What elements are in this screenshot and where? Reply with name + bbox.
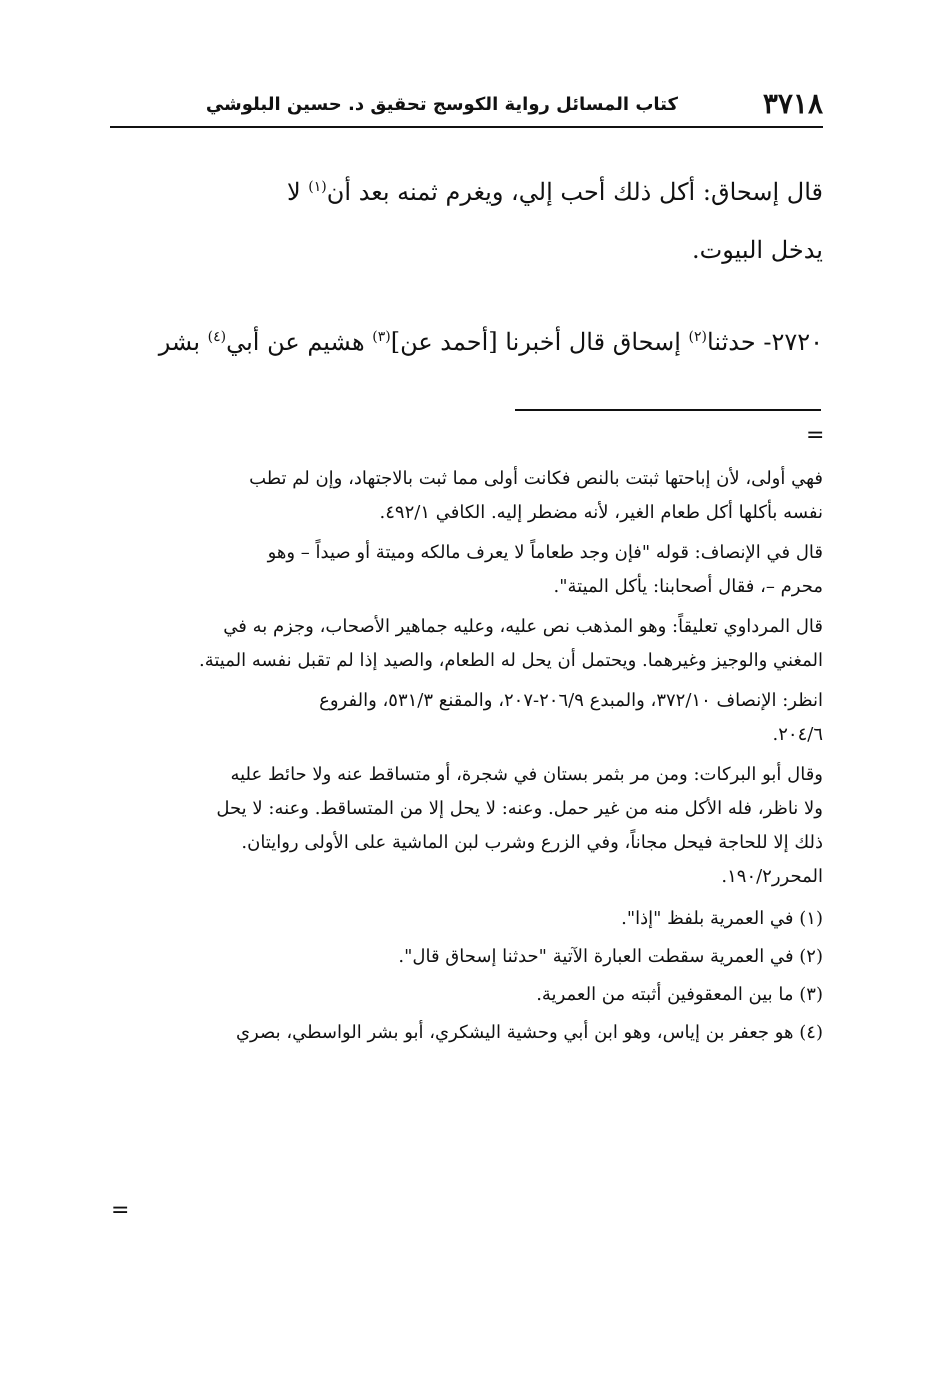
footnote-1: (١) في العمرية بلفظ "إذا". [621, 908, 823, 929]
note-line: المحرر١٩٠/٢. [721, 866, 823, 887]
note-paragraph-5 [110, 758, 823, 894]
note-line: نفسه بأكلها أكل طعام الغير، لأنه مضطر إليه. الكافي ٤٩٢/١. [379, 502, 823, 523]
footnote-4: (٤) هو جعفر بن إياس، وهو ابن أبي وحشية اليشكري، أبو بشر الواسطي، بصري [235, 1022, 823, 1043]
footnote-ref-1: (١) [308, 179, 327, 195]
page-number: ٣٧١٨ [762, 87, 823, 120]
main-line-2: يدخل البيوت. [691, 236, 823, 264]
hadith-paragraph [110, 322, 823, 362]
note-line: قال في الإنصاف: قوله "فإن وجد طعاماً لا يعرف مالكه وميتة أو صيداً – وهو [267, 542, 823, 563]
main-text-1a: قال إسحاق: أكل ذلك أحب إلي، ويغرم ثمنه بعد أن [326, 178, 823, 206]
footnote-ref-2: (٢) [688, 329, 708, 345]
hadith-number: ٢٧٢٠- [755, 328, 823, 356]
hadith-line [110, 322, 823, 362]
note-line: ولا ناظر، فله الأكل منه من غير حمل. وعنه: لا يحل إلا من المتساقط. وعنه: لا يحل [216, 798, 823, 819]
note-line: قال المرداوي تعليقاً: وهو المذهب نص عليه، وعليه جماهير الأصحاب، وجزم به في [223, 616, 823, 637]
continuation-mark-bottom: = [111, 1198, 130, 1223]
note-line: وقال أبو البركات: ومن مر بثمر بستان في شجرة، أو متساقط عنه ولا حائط عليه [230, 764, 823, 785]
footnote-3: (٣) ما بين المعقوفين أثبته من العمرية. [536, 984, 823, 1005]
continuation-mark-top: = [806, 423, 825, 448]
note-line: المغني والوجيز وغيرهما. ويحتمل أن يحل له الطعام، والصيد إذا لم تقبل نفسه الميتة. [199, 650, 823, 671]
note-line: انظر: الإنصاف ٣٧٢/١٠، والمبدع ٢٠٦/٩-٢٠٧، والمقنع ٥٣١/٣، والفروع [319, 690, 823, 711]
note-paragraph-3 [110, 610, 823, 678]
main-text-1b: لا [286, 178, 309, 206]
footnote-ref-4: (٤) [207, 329, 227, 345]
footnote-2: (٢) في العمرية سقطت العبارة الآتية "حدثنا إسحاق قال". [398, 946, 823, 967]
footnote-separator [515, 409, 821, 411]
footnotes-area [110, 462, 823, 1052]
hadith-text-b: إسحاق قال أخبرنا [أحمد عن] [390, 328, 689, 356]
note-line: محرم –، فقال أصحابنا: يأكل الميتة". [553, 576, 823, 597]
hadith-text-c: هشيم عن أبي [226, 328, 373, 356]
note-line: ذلك إلا للحاجة فيحل مجاناً، وفي الزرع وشرب لبن الماشية على الأولى روايتان. [241, 832, 823, 853]
hadith-text-a: حدثنا [707, 328, 756, 356]
note-paragraph-2 [110, 536, 823, 604]
hadith-text-d: بشر [158, 328, 208, 356]
main-paragraph [110, 163, 823, 279]
running-title: كتاب المسائل رواية الكوسج تحقيق د. حسين البلوشي [205, 94, 678, 115]
note-line: فهي أولى، لأن إباحتها ثبتت بالنص فكانت أولى مما ثبت بالاجتهاد، وإن لم تطب [249, 468, 823, 489]
footnote-ref-3: (٣) [372, 329, 391, 345]
note-paragraph-4 [110, 684, 823, 752]
note-line: ٢٠٤/٦. [772, 724, 823, 745]
page-header [110, 86, 823, 128]
note-paragraph-1 [110, 462, 823, 530]
main-line-1 [110, 163, 823, 221]
